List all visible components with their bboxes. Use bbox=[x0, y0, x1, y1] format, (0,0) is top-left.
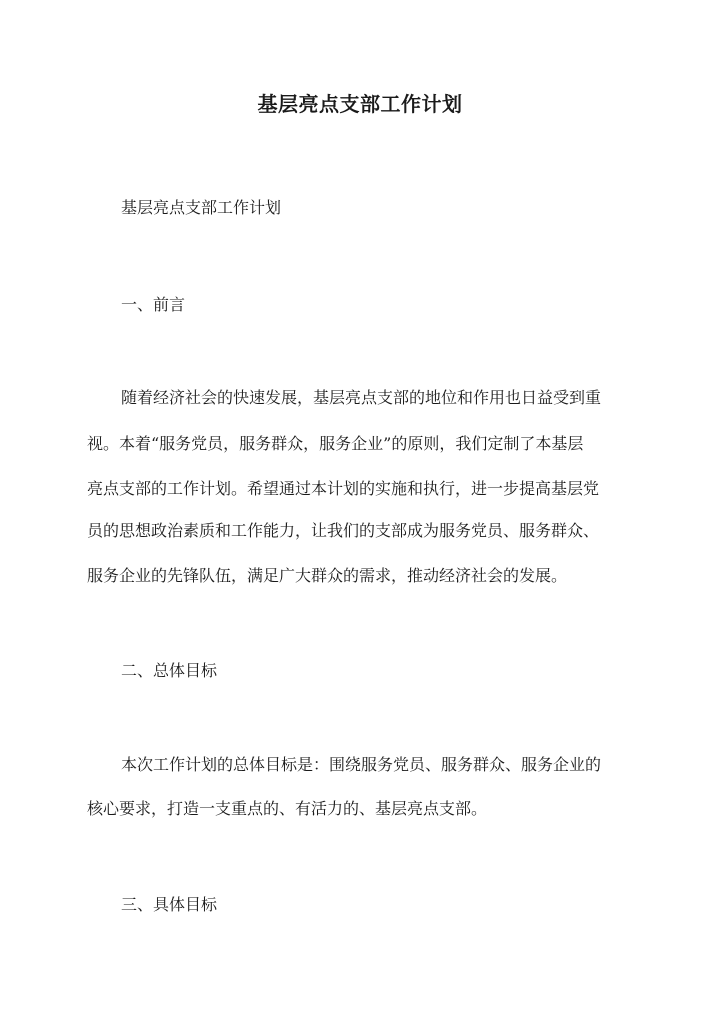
paragraph-line: 核心要求，打造一支重点的、有活力的、基层亮点支部。 bbox=[87, 799, 488, 818]
paragraph-line: 服务企业的先锋队伍，满足广大群众的需求，推动经济社会的发展。 bbox=[87, 566, 568, 585]
paragraph-line: 随着经济社会的快速发展，基层亮点支部的地位和作用也日益受到重 bbox=[121, 388, 602, 407]
paragraph-line: 本次工作计划的总体目标是：围绕服务党员、服务群众、服务企业的 bbox=[121, 755, 602, 774]
section-heading-preface: 一、前言 bbox=[121, 295, 186, 314]
section-heading-overall-goal: 二、总体目标 bbox=[121, 661, 218, 680]
document-subtitle: 基层亮点支部工作计划 bbox=[121, 198, 282, 217]
document-title: 基层亮点支部工作计划 bbox=[257, 92, 463, 116]
paragraph-line: 员的思想政治素质和工作能力，让我们的支部成为服务党员、服务群众、 bbox=[87, 521, 600, 540]
paragraph-line: 视。本着“服务党员，服务群众，服务企业”的原则，我们定制了本基层 bbox=[87, 434, 584, 453]
section-heading-specific-goals: 三、具体目标 bbox=[121, 895, 218, 914]
paragraph-line: 亮点支部的工作计划。希望通过本计划的实施和执行，进一步提高基层党 bbox=[87, 479, 600, 498]
